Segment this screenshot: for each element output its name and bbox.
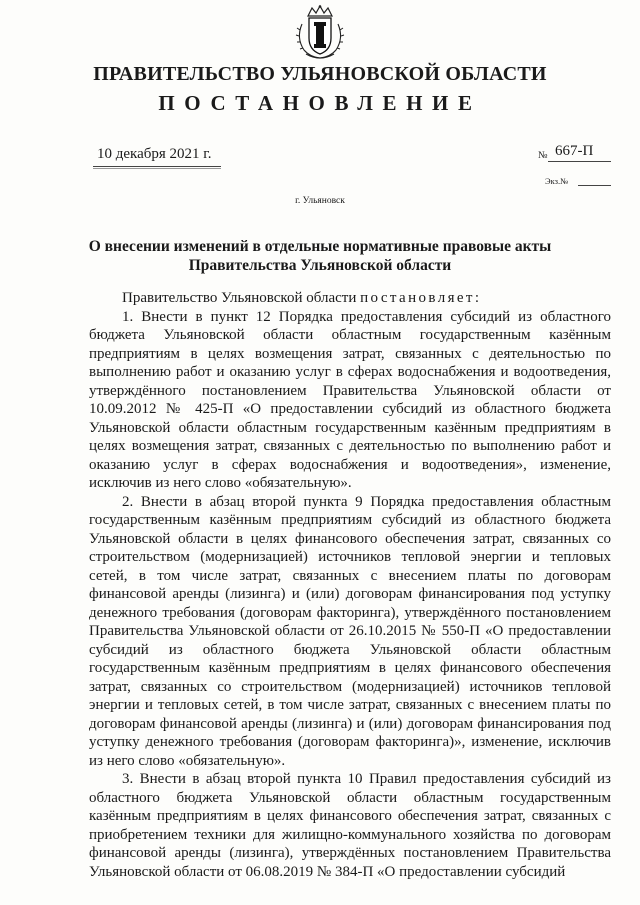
copy-number-label: Экз.№: [545, 176, 569, 186]
clause-3: 3. Внести в абзац второй пункта 10 Правил предоставления субсидий из областного бюджета Ульяновской области областным государственным казённым предприятиям в целях финансового обеспечения затрат, связанных с приобретением техники для жилищно-коммунального хозяйства по договорам финансовой аренды (лизинга), утверждённых постановлением Правительства Ульяновской области от 06.08.2019 № 384-П «О предоставлении субсидий: [89, 771, 611, 880]
number-sign: №: [538, 150, 548, 161]
document-body: [89, 289, 611, 881]
city-name: г. Ульяновск: [295, 196, 345, 206]
intro-verb: постановляет:: [360, 290, 482, 306]
document-date: 10 декабря 2021 г.: [97, 146, 212, 162]
date-underline-secondary: [93, 168, 221, 169]
document-subject: [0, 237, 640, 275]
government-name: ПРАВИТЕЛЬСТВО УЛЬЯНОВСКОЙ ОБЛАСТИ: [93, 63, 547, 85]
document-number: 667-П: [555, 143, 594, 159]
copy-number-underline: [578, 185, 611, 186]
number-underline: [548, 161, 611, 162]
ulyanovsk-coat-of-arms-icon: [292, 4, 348, 62]
subject-line-1: О внесении изменений в отдельные нормативные правовые акты: [88, 238, 552, 255]
intro-lead: Правительство Ульяновской области: [122, 290, 357, 306]
date-underline: [93, 166, 221, 167]
subject-line-2: Правительства Ульяновской области: [188, 257, 452, 274]
intro-paragraph: [89, 289, 611, 308]
clause-1: 1. Внести в пункт 12 Порядка предоставления субсидий из областного бюджета Ульяновской области областным государственным казённым предприятиям в целях возмещения затрат, связанных с деятельностью по выполнению работ и оказанию услуг в сферах водоснабжения и водоотведения, утверждённого постановлением Правительства Ульяновской области от 10.09.2012 № 425-П «О предоставлении субсидий из областного бюджета Ульяновской области областным государственным казённым предприятиям в целях возмещения затрат, связанных с деятельностью по выполнению работ и оказанию услуг в сферах водоснабжения и водоотведения», изменение, исключив из него слово «обязательную».: [89, 308, 611, 491]
document-type: ПОСТАНОВЛЕНИЕ: [158, 91, 482, 115]
clause-2: 2. Внести в абзац второй пункта 9 Порядка предоставления областным государственным казённым предприятиям субсидий из областного бюджета Ульяновской области в целях финансового обеспечения затрат, связанных со строительством (модернизацией) источников тепловой энергии и тепловых сетей, в том числе затрат, связанных с внесением платы по договорам финансовой аренды (лизинга) и (или) договорам финансирования под уступку денежного требования (договорам факторинга), утверждённого постановлением Правительства Ульяновской области от 26.10.2015 № 550-П «О предоставлении субсидий из областного бюджета Ульяновской области областным государственным казённым предприятиям в целях финансового обеспечения затрат, связанных со строительством (модернизацией) источников тепловой энергии и тепловых сетей, в том числе затрат, связанных с внесением платы по договорам финансовой аренды (лизинга) и (или) договорам финансирования под уступку денежного требования (договорам факторинга)», изменение, исключив из него слово «обязательную».: [89, 493, 611, 769]
